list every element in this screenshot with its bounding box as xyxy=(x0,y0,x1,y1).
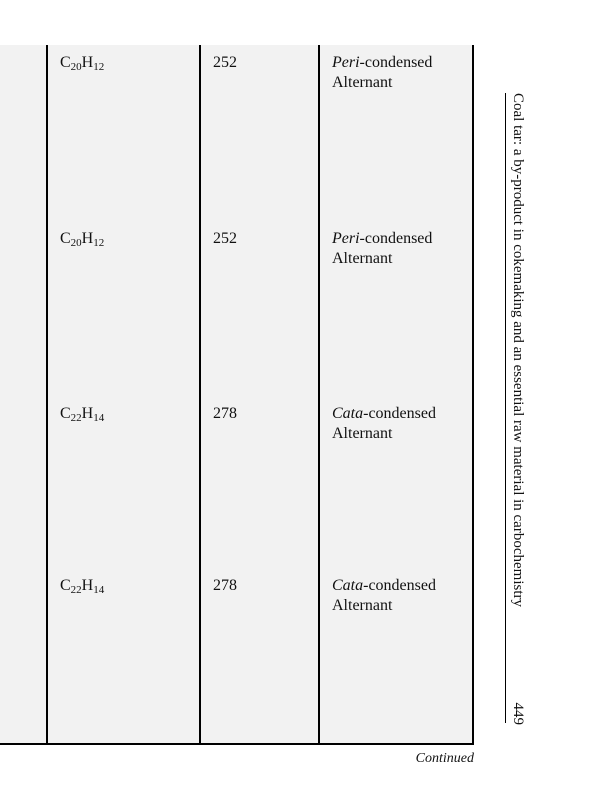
formula-cell: $C_{20}H_{12}$ xyxy=(60,230,105,249)
running-header xyxy=(505,93,535,725)
mass-cell: 252 xyxy=(213,54,237,71)
mass-cell: 278 xyxy=(213,577,237,594)
structure-type-cell: Peri-condensed Alternant xyxy=(332,54,433,91)
structure-type-cell: Cata-condensed Alternant xyxy=(332,577,436,614)
formula-cell: $C_{22}H_{14}$ xyxy=(60,577,105,596)
table-right-border xyxy=(472,45,474,745)
structure-type-cell: Peri-condensed Alternant xyxy=(332,230,433,267)
mass-cell: 252 xyxy=(213,230,237,247)
formula-cell: $C_{20}H_{12}$ xyxy=(60,54,105,73)
page-number: 449 xyxy=(510,702,526,725)
column-divider xyxy=(318,45,320,745)
column-divider xyxy=(199,45,201,745)
column-divider xyxy=(46,45,48,745)
structure-type-cell: Cata-condensed Alternant xyxy=(332,405,436,442)
continued-label: Continued xyxy=(415,751,474,766)
formula-cell: $C_{22}H_{14}$ xyxy=(60,405,105,424)
mass-cell: 278 xyxy=(213,405,237,422)
table-bottom-border xyxy=(0,743,474,745)
table-body xyxy=(0,45,474,744)
running-title: Coal tar: a by-product in cokemaking and an essential raw material in carbochemistry xyxy=(510,93,526,607)
